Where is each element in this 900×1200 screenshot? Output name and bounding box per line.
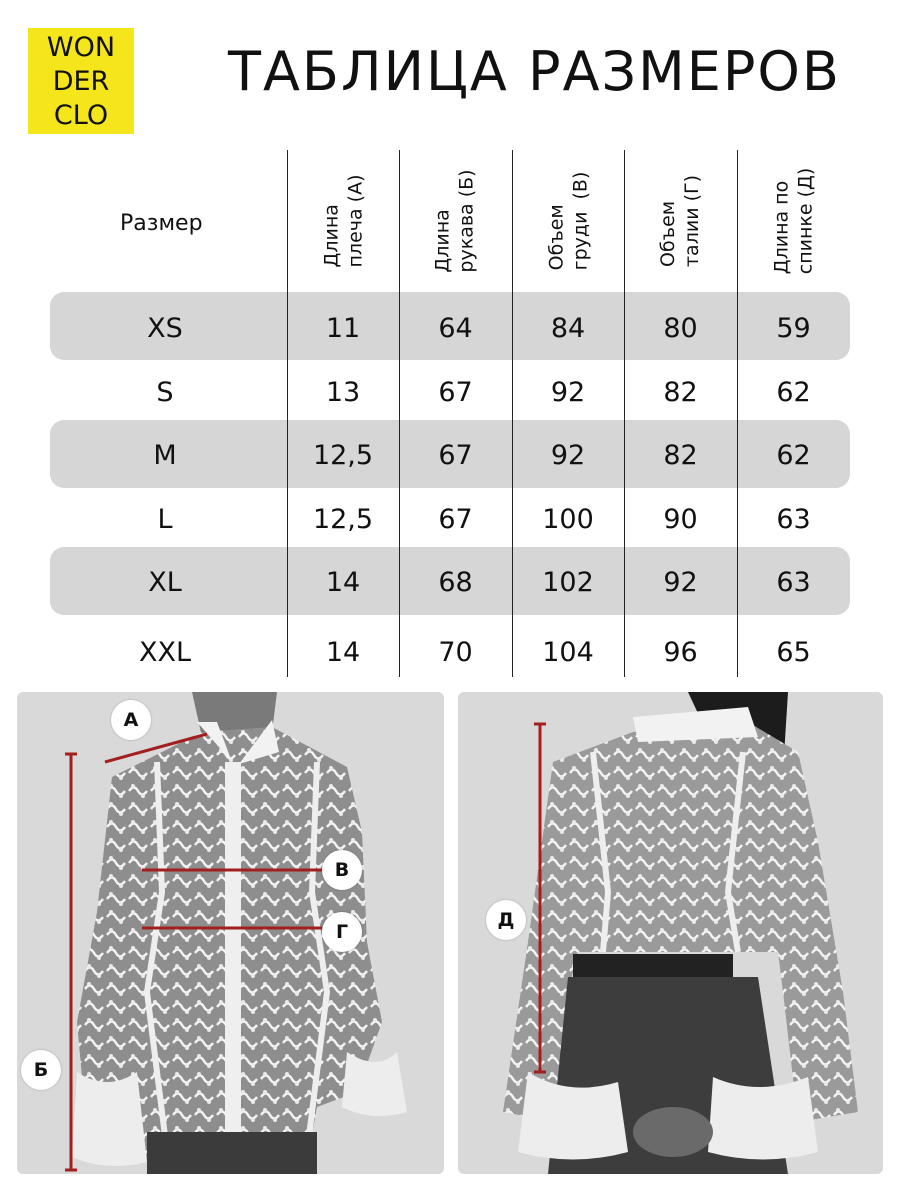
table-row <box>50 294 850 362</box>
value-cell: 59 <box>776 312 811 344</box>
size-cell: XL <box>148 566 182 598</box>
value-cell: 70 <box>438 636 473 668</box>
front-photo <box>17 692 444 1174</box>
back-figure-illustration <box>458 692 883 1174</box>
header-label: Длина по спинке (Д) <box>769 167 816 274</box>
brand-logo <box>28 28 134 134</box>
header-back-length <box>737 158 849 283</box>
value-cell: 84 <box>550 312 586 344</box>
value-cell: 67 <box>438 376 473 408</box>
value-cell: 100 <box>542 503 594 535</box>
logo-row-1: WON <box>46 31 116 63</box>
value-cell: 12,5 <box>312 439 374 471</box>
value-cell: 65 <box>776 636 811 668</box>
header-label: Объем груди (В) <box>545 171 591 270</box>
value-cell: 92 <box>550 376 586 408</box>
value-cell: 96 <box>663 636 698 668</box>
value-cell: 64 <box>438 312 473 344</box>
value-cell: 14 <box>325 636 361 668</box>
value-cell: 90 <box>663 503 698 535</box>
marker-d: Д <box>486 900 526 940</box>
value-cell: 92 <box>550 439 586 471</box>
marker-a: А <box>111 700 151 740</box>
table-row <box>50 618 850 686</box>
logo-row-3: CLO <box>53 99 109 131</box>
header-waist-volume <box>624 158 736 283</box>
value-cell: 80 <box>663 312 698 344</box>
header-label: Объем талии (Г) <box>656 174 703 267</box>
value-cell: 12,5 <box>312 503 374 535</box>
value-cell: 14 <box>325 566 361 598</box>
logo-row-2: DER <box>52 65 110 97</box>
table-row <box>50 358 850 426</box>
header-label: Длина рукава (Б) <box>431 168 478 273</box>
table-row <box>50 548 850 616</box>
value-cell: 13 <box>325 376 361 408</box>
header-label: Длина плеча (А) <box>320 174 366 267</box>
marker-b: Б <box>21 1050 61 1090</box>
header-shoulder-length <box>287 158 399 283</box>
table-row <box>50 421 850 489</box>
table-row <box>50 485 850 553</box>
value-cell: 62 <box>776 439 811 471</box>
value-cell: 82 <box>663 439 698 471</box>
value-cell: 63 <box>776 566 811 598</box>
value-cell: 104 <box>542 636 594 668</box>
header-sleeve-length <box>399 158 511 283</box>
value-cell: 67 <box>438 503 473 535</box>
value-cell: 82 <box>663 376 698 408</box>
back-photo <box>458 692 883 1174</box>
size-column-header: Размер <box>120 211 203 236</box>
value-cell: 62 <box>776 376 811 408</box>
value-cell: 11 <box>325 312 361 344</box>
marker-v: В <box>322 850 362 890</box>
value-cell: 92 <box>663 566 698 598</box>
header-chest-volume <box>512 158 624 283</box>
value-cell: 63 <box>776 503 811 535</box>
value-cell: 67 <box>438 439 473 471</box>
front-figure-illustration <box>17 692 444 1174</box>
size-cell: L <box>157 503 173 535</box>
value-cell: 68 <box>438 566 473 598</box>
size-cell: XXL <box>138 636 192 668</box>
marker-g: Г <box>322 912 362 952</box>
value-cell: 102 <box>542 566 594 598</box>
size-cell: XS <box>147 312 183 344</box>
page-title: ТАБЛИЦА РАЗМЕРОВ <box>228 40 841 103</box>
size-cell: M <box>153 439 177 471</box>
size-cell: S <box>156 376 174 408</box>
